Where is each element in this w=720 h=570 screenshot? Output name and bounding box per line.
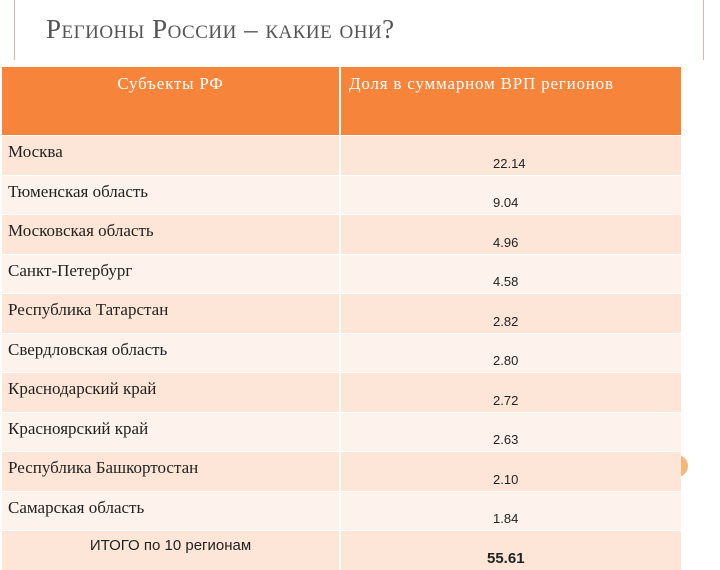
region-grp-table <box>2 67 681 570</box>
table-row <box>2 373 681 413</box>
column-header-regions: Субъекты РФ <box>2 67 340 136</box>
table-row <box>2 452 681 492</box>
grp-share-value: 2.72 <box>340 373 681 413</box>
grp-share-value: 4.58 <box>340 254 681 294</box>
region-name: Московская область <box>2 215 340 255</box>
region-name: Республика Татарстан <box>2 294 340 334</box>
region-name: Самарская область <box>2 491 340 531</box>
column-header-grp-share: Доля в суммарном ВРП регионов <box>340 67 681 136</box>
table-row <box>2 412 681 452</box>
grp-share-value: 9.04 <box>340 175 681 215</box>
region-name: Тюменская область <box>2 175 340 215</box>
table-row <box>2 294 681 334</box>
grp-share-value: 22.14 <box>340 136 681 176</box>
table-row <box>2 254 681 294</box>
grp-share-value: 2.63 <box>340 412 681 452</box>
table-header-row <box>2 67 681 136</box>
table-row <box>2 136 681 176</box>
table-total-row <box>2 531 681 570</box>
grp-share-value: 2.82 <box>340 294 681 334</box>
table-row <box>2 175 681 215</box>
region-name: Санкт-Петербург <box>2 254 340 294</box>
table-row <box>2 491 681 531</box>
table-row <box>2 215 681 255</box>
table-row <box>2 333 681 373</box>
grp-share-value: 4.96 <box>340 215 681 255</box>
region-name: Краснодарский край <box>2 373 340 413</box>
slide-title: Регионы России – какие они? <box>46 14 395 44</box>
total-value: 55.61 <box>340 531 681 570</box>
region-name: Свердловская область <box>2 333 340 373</box>
grp-share-value: 1.84 <box>340 491 681 531</box>
grp-share-value: 2.80 <box>340 333 681 373</box>
grp-share-value: 2.10 <box>340 452 681 492</box>
region-name: Москва <box>2 136 340 176</box>
region-name: Республика Башкортостан <box>2 452 340 492</box>
region-name: Красноярский край <box>2 412 340 452</box>
total-label: ИТОГО по 10 регионам <box>2 531 340 570</box>
